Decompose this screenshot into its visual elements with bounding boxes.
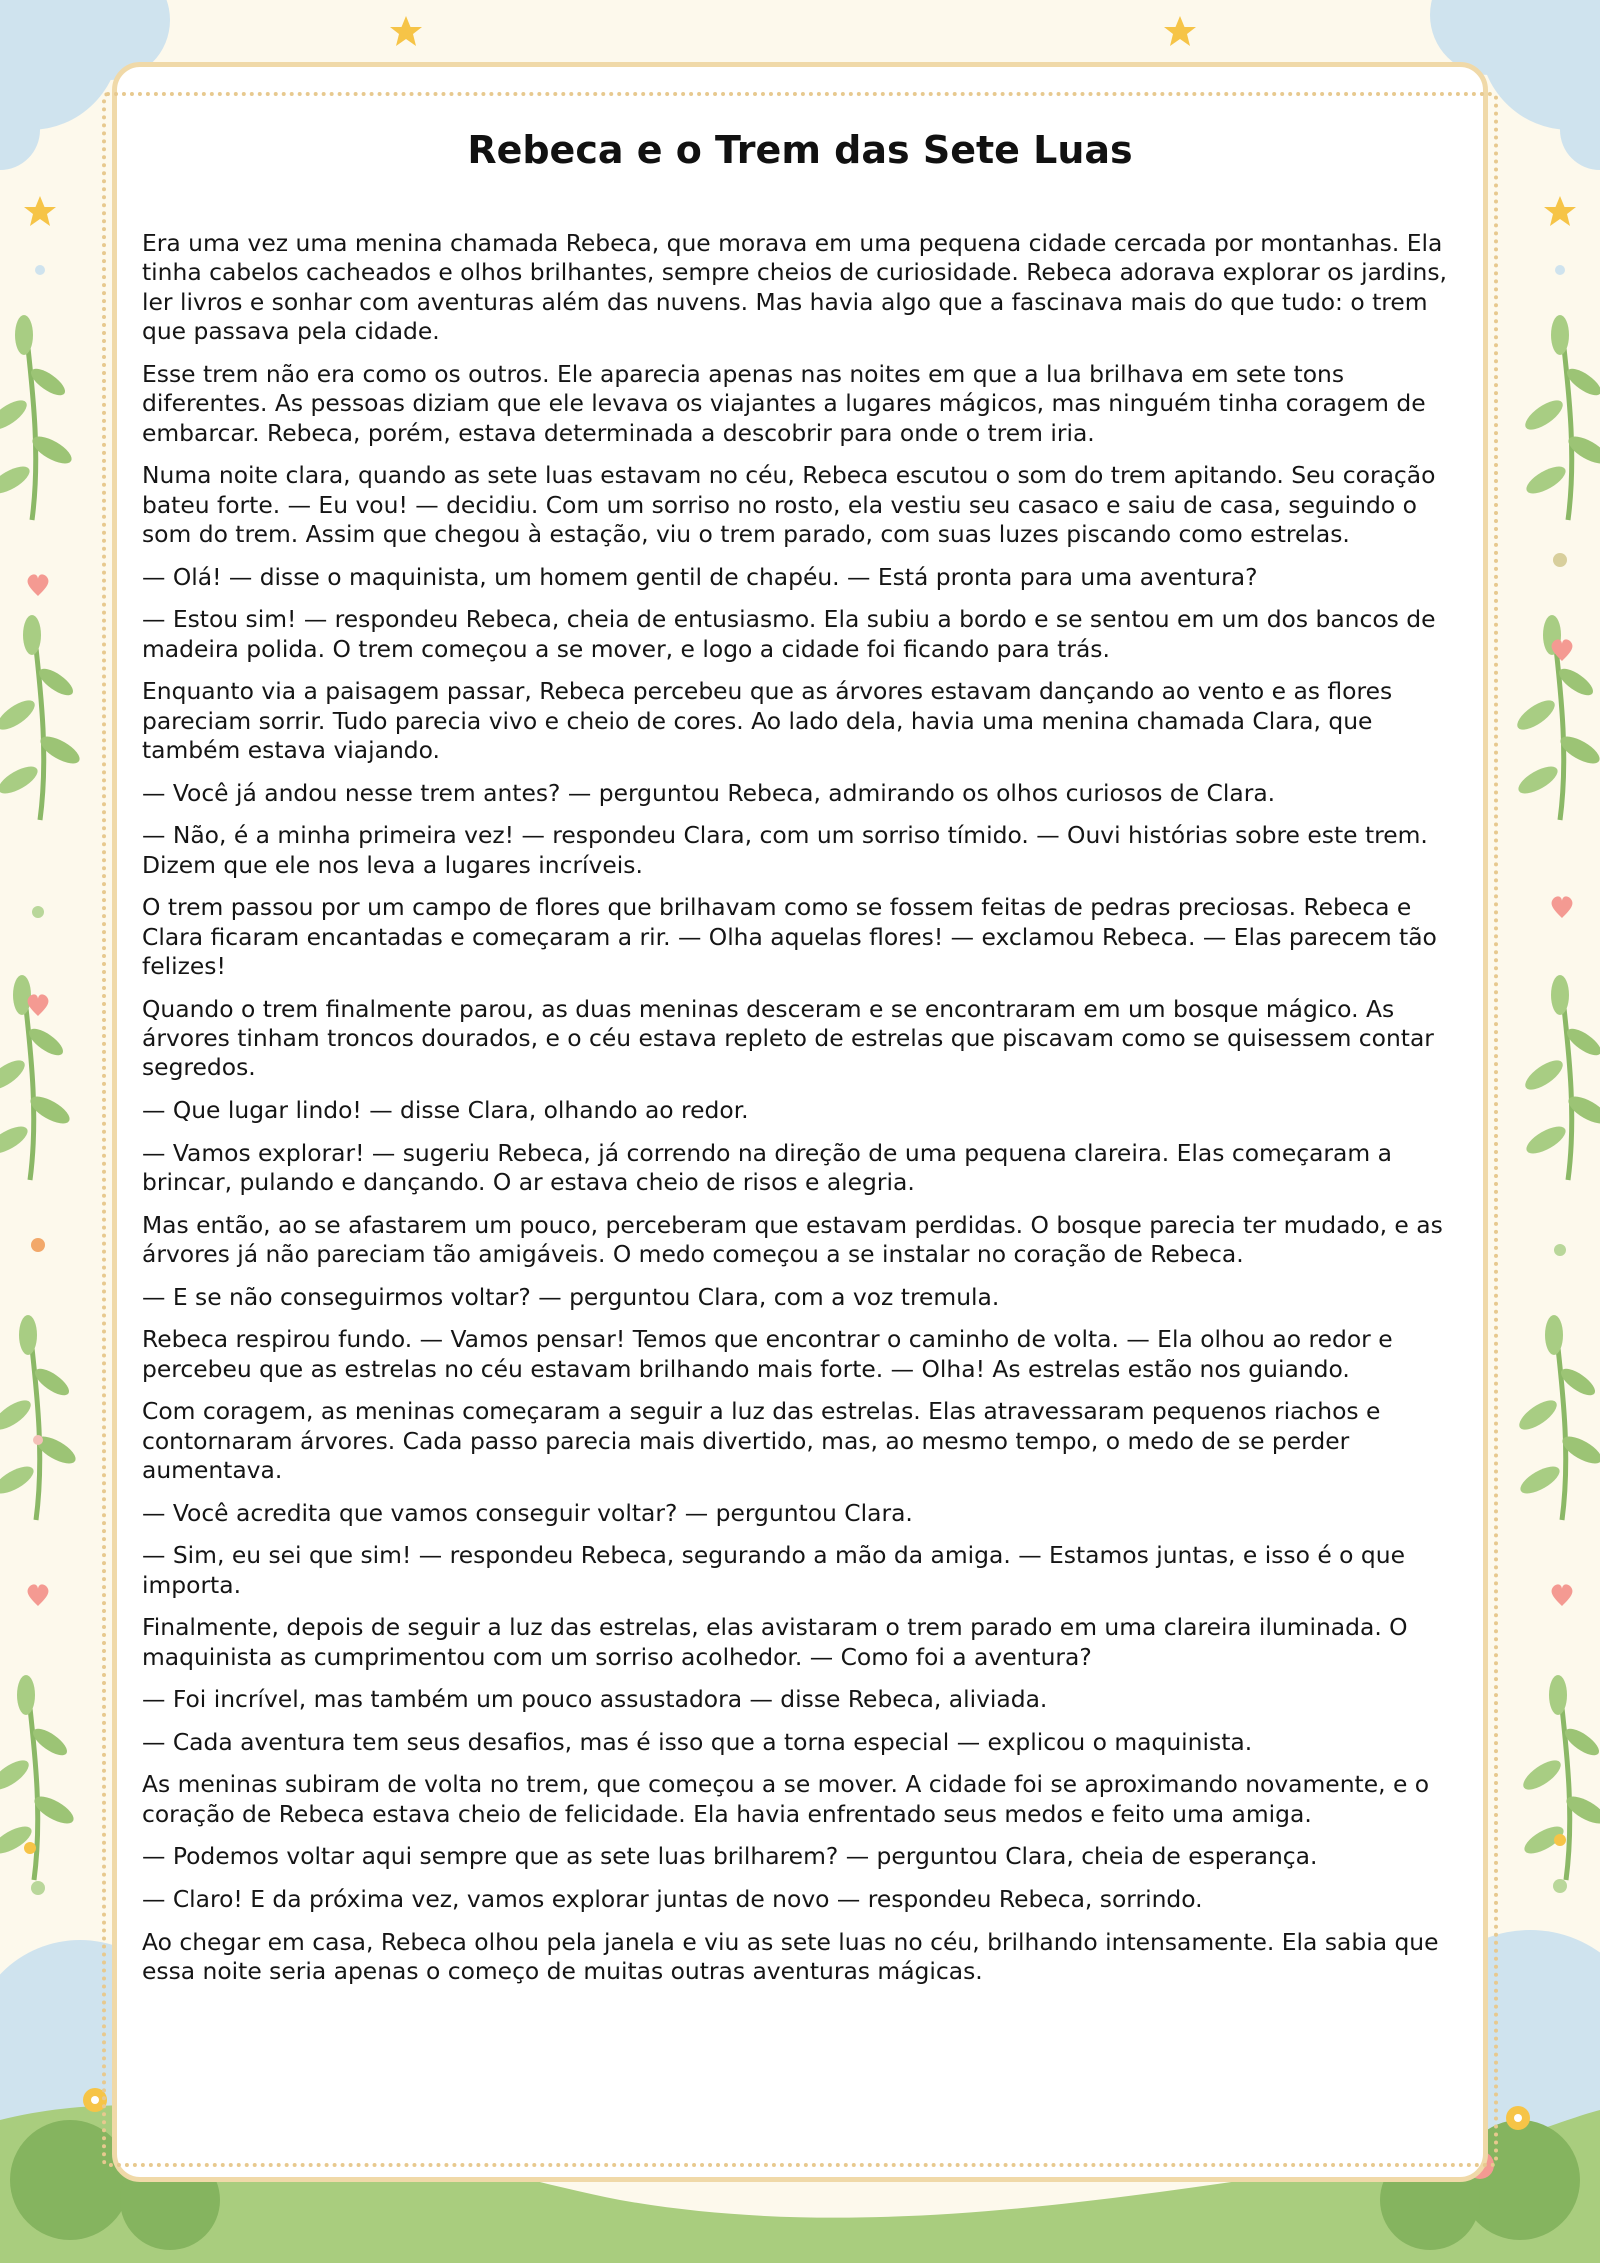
leaf-branch-icon xyxy=(1521,315,1600,520)
star-icon xyxy=(24,196,56,226)
leaf-branch-icon xyxy=(1519,1675,1600,1880)
heart-icon xyxy=(1552,896,1573,918)
paragraph: O trem passou por um campo de flores que brilhavam como se fossem feitas de pedras preciosas. Rebeca e Clara ficaram encantadas e começaram a rir. — Olha aquelas flores! — exclamou Rebeca. — Elas parecem tão felizes! xyxy=(142,893,1437,981)
paragraph: — E se não conseguirmos voltar? — perguntou Clara, com a voz tremula. xyxy=(142,1282,1000,1311)
paragraph: Com coragem, as meninas começaram a seguir a luz das estrelas. Elas atravessaram pequenos riachos e contornaram árvores. Cada passo parecia mais divertido, mas, ao mesmo tempo, o medo de se perder aumentava. xyxy=(142,1397,1381,1485)
leaf-branch-icon xyxy=(0,1675,78,1880)
paragraph: — Foi incrível, mas também um pouco assustadora — disse Rebeca, aliviada. xyxy=(142,1685,1048,1714)
paragraph: — Você já andou nesse trem antes? — perguntou Rebeca, admirando os olhos curiosos de Clara. xyxy=(142,778,1276,807)
heart-icon xyxy=(28,574,49,596)
paragraph: Rebeca respirou fundo. — Vamos pensar! Temos que encontrar o caminho de volta. — Ela olhou ao redor e percebeu que as estrelas no céu estavam brilhando mais forte. — Olha! As estrelas estão nos guiando. xyxy=(142,1325,1393,1383)
paragraph: — Não, é a minha primeira vez! — respondeu Clara, com um sorriso tímido. — Ouvi histórias sobre este trem. Dizem que ele nos leva a lugares incríveis. xyxy=(142,821,1428,879)
paragraph: — Claro! E da próxima vez, vamos explorar juntas de novo — respondeu Rebeca, sorrindo. xyxy=(142,1885,1203,1913)
paragraph: Esse trem não era como os outros. Ele aparecia apenas nas noites em que a lua brilhava em sete tons diferentes. As pessoas diziam que ele levava os viajantes a lugares mágicos, mas ninguém tinha coragem de embarcar. Rebeca, porém, estava determinada a descobrir para onde o trem iria. xyxy=(142,359,1426,447)
paragraph: Era uma vez uma menina chamada Rebeca, que morava em uma pequena cidade cercada por montanhas. Ela tinha cabelos cacheados e olhos brilhantes, sempre cheios de curiosidade. Rebeca adorava explorar os jardins, ler livros e sonhar com aventuras além das nuvens. Mas havia algo que a fascinava mais do que tudo: o trem que passava pela cidade. xyxy=(142,229,1447,346)
heart-icon xyxy=(1552,1584,1573,1606)
paragraph: — Sim, eu sei que sim! — respondeu Rebeca, segurando a mão da amiga. — Estamos juntas, e isso é o que importa. xyxy=(142,1541,1405,1599)
leaf-branch-icon xyxy=(0,615,84,820)
story-body xyxy=(142,229,1458,2000)
paragraph: — Que lugar lindo! — disse Clara, olhando ao redor. xyxy=(142,1096,749,1125)
paragraph: — Você acredita que vamos conseguir voltar? — perguntou Clara. xyxy=(142,1498,913,1527)
star-icon xyxy=(1164,16,1196,46)
paragraph: Finalmente, depois de seguir a luz das estrelas, elas avistaram o trem parado em uma clareira iluminada. O maquinista as cumprimentou com um sorriso acolhedor. — Como foi a aventura? xyxy=(142,1613,1408,1671)
paragraph: Mas então, ao se afastarem um pouco, perceberam que estavam perdidas. O bosque parecia ter mudado, e as árvores já não pareciam tão amigáveis. O medo começou a se instalar no coração de Rebeca. xyxy=(142,1210,1443,1269)
star-icon xyxy=(390,16,422,46)
heart-icon xyxy=(28,994,49,1016)
paragraph: — Estou sim! — respondeu Rebeca, cheia de entusiasmo. Ela subiu a bordo e se sentou em um dos bancos de madeira polida. O trem começou a se mover, e logo a cidade foi ficando para trás. xyxy=(142,605,1436,663)
paragraph: — Podemos voltar aqui sempre que as sete luas brilharem? — perguntou Clara, cheia de esperança. xyxy=(142,1842,1318,1871)
page-title: Rebeca e o Trem das Sete Luas xyxy=(467,128,1133,172)
paragraph: — Olá! — disse o maquinista, um homem gentil de chapéu. — Está pronta para uma aventura? xyxy=(142,562,1258,591)
leaf-branch-icon xyxy=(1515,1315,1600,1520)
leaf-branch-icon xyxy=(0,315,76,520)
paragraph: Quando o trem finalmente parou, as duas meninas desceram e se encontraram em um bosque mágico. As árvores tinham troncos dourados, e o céu estava repleto de estrelas que piscavam como se quisessem contar segredos. xyxy=(142,994,1434,1082)
paragraph: As meninas subiram de volta no trem, que começou a se mover. A cidade foi se aproximando novamente, e o coração de Rebeca estava cheio de felicidade. Ela havia enfrentado seus medos e feito uma amiga. xyxy=(142,1770,1430,1828)
paragraph: Ao chegar em casa, Rebeca olhou pela janela e viu as sete luas no céu, brilhando intensamente. Ela sabia que essa noite seria apenas o começo de muitas outras aventuras mágicas. xyxy=(142,1927,1439,1985)
paragraph: Enquanto via a paisagem passar, Rebeca percebeu que as árvores estavam dançando ao vento e as flores pareciam sorrir. Tudo parecia vivo e cheio de cores. Ao lado dela, havia uma menina chamada Clara, que também estava viajando. xyxy=(142,677,1393,765)
heart-icon xyxy=(28,1584,49,1606)
leaf-branch-icon xyxy=(0,1315,80,1520)
leaf-branch-icon xyxy=(1521,975,1600,1180)
star-icon xyxy=(1544,196,1576,226)
paragraph: — Cada aventura tem seus desafios, mas é isso que a torna especial — explicou o maquinista. xyxy=(142,1727,1253,1756)
paragraph: Numa noite clara, quando as sete luas estavam no céu, Rebeca escutou o som do trem apitando. Seu coração bateu forte. — Eu vou! — decidiu. Com um sorriso no rosto, ela vestiu seu casaco e saiu de casa, seguindo o som do trem. Assim que chegou à estação, viu o trem parado, com suas luzes piscando como estrelas. xyxy=(142,461,1436,549)
paragraph: — Vamos explorar! — sugeriu Rebeca, já correndo na direção de uma pequena clareira. Elas começaram a brincar, pulando e dançando. O ar estava cheio de risos e alegria. xyxy=(142,1138,1392,1197)
